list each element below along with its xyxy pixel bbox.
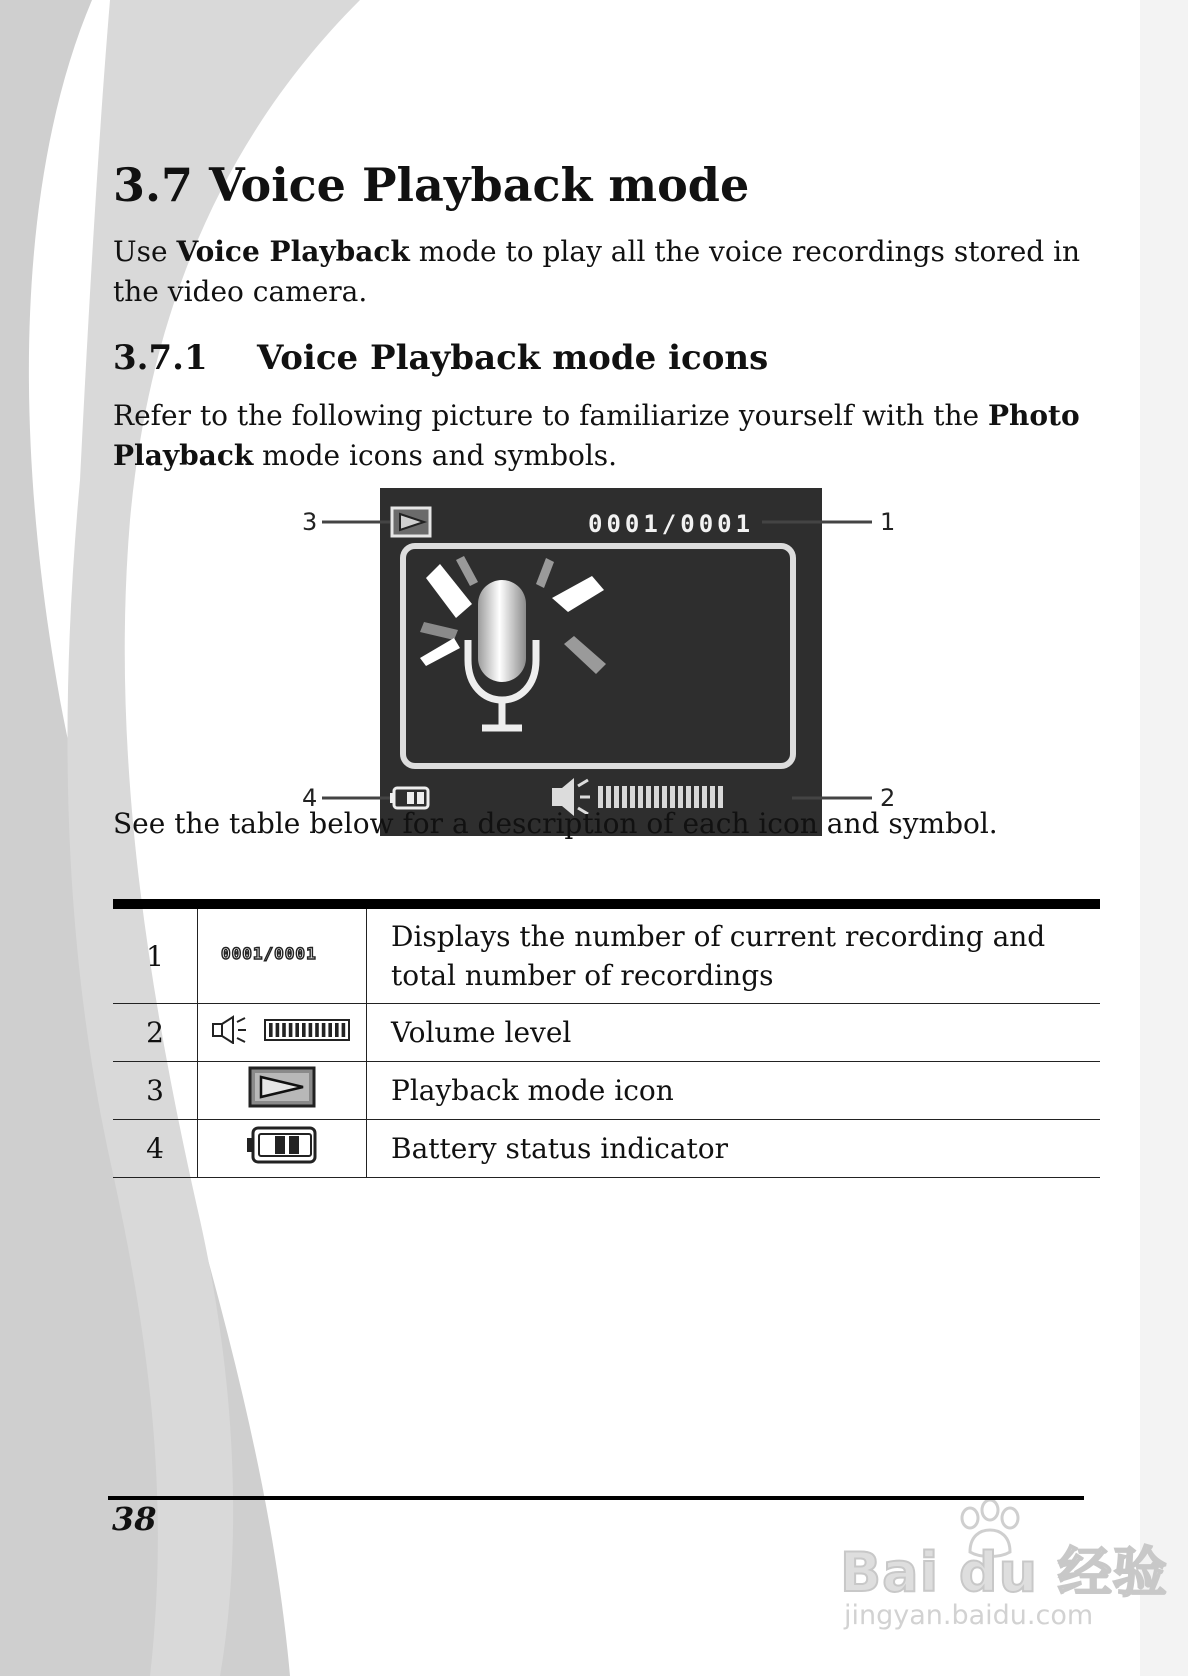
baidu-watermark (840, 1500, 1168, 1650)
refer-bold-2: Playback (113, 439, 254, 472)
intro-text-line2: the video camera. (113, 275, 368, 308)
section-number: 3.7.1 (113, 338, 208, 378)
volume-segment (282, 1023, 286, 1037)
intro-text-line1: mode to play all the voice recordings stored in (409, 235, 1081, 268)
voice-playback-screen-figure (290, 480, 910, 840)
icon-description-table (113, 899, 1100, 1178)
volume-segment (342, 1023, 346, 1037)
volume-segment (315, 1023, 319, 1037)
table-row (113, 904, 1100, 1004)
refer-text-end: mode icons and symbols. (253, 439, 618, 472)
refer-text: Refer to the following picture to familiarize yourself with the (113, 399, 988, 432)
row-description-line2: total number of recordings (391, 959, 774, 992)
volume-segment (295, 1023, 299, 1037)
watermark-url: jingyan.baidu.com (844, 1600, 1094, 1631)
watermark-logo: Bai du 经验 (840, 1541, 1168, 1604)
playback-icon (198, 1062, 367, 1120)
battery-icon (198, 1120, 367, 1178)
playback-icon (392, 508, 430, 536)
row-number: 1 (113, 904, 198, 1004)
callout-3: 3 (302, 508, 318, 536)
section-title: Voice Playback mode icons (257, 338, 769, 378)
volume-segment (322, 1023, 326, 1037)
row-description: Volume level (367, 1004, 1101, 1062)
row-description: Battery status indicator (367, 1120, 1101, 1178)
recording-counter: 0001/0001 (588, 510, 755, 538)
section-heading (113, 338, 768, 378)
volume-segment (309, 1023, 313, 1037)
counter-icon-text: 0001/0001 (221, 943, 317, 963)
table-row (113, 1062, 1100, 1120)
table-row (113, 1004, 1100, 1062)
volume-icon (198, 1004, 367, 1062)
volume-segment (335, 1023, 339, 1037)
see-table-text: See the table below for a description of each icon and symbol. (113, 807, 998, 840)
page-title: 3.7 Voice Playback mode (113, 158, 750, 212)
intro-bold: Voice Playback (176, 235, 410, 268)
table-row (113, 1120, 1100, 1178)
row-description: Playback mode icon (367, 1062, 1101, 1120)
volume-segment (328, 1023, 332, 1037)
row-number: 4 (113, 1120, 198, 1178)
volume-segment (302, 1023, 306, 1037)
row-description (367, 904, 1101, 1004)
intro-paragraph (113, 232, 1080, 312)
callout-1: 1 (880, 508, 896, 536)
volume-segment (276, 1023, 280, 1037)
row-number: 2 (113, 1004, 198, 1062)
counter-icon (198, 904, 367, 1004)
volume-segment (269, 1023, 273, 1037)
refer-bold-1: Photo (987, 399, 1080, 432)
refer-paragraph (113, 396, 1080, 476)
callout-4: 4 (302, 784, 318, 812)
callout-2: 2 (880, 784, 896, 812)
volume-segment (289, 1023, 293, 1037)
page-number: 38 (112, 1500, 157, 1538)
intro-text: Use (113, 235, 177, 268)
row-description-line1: Displays the number of current recording and (391, 920, 1046, 953)
row-number: 3 (113, 1062, 198, 1120)
